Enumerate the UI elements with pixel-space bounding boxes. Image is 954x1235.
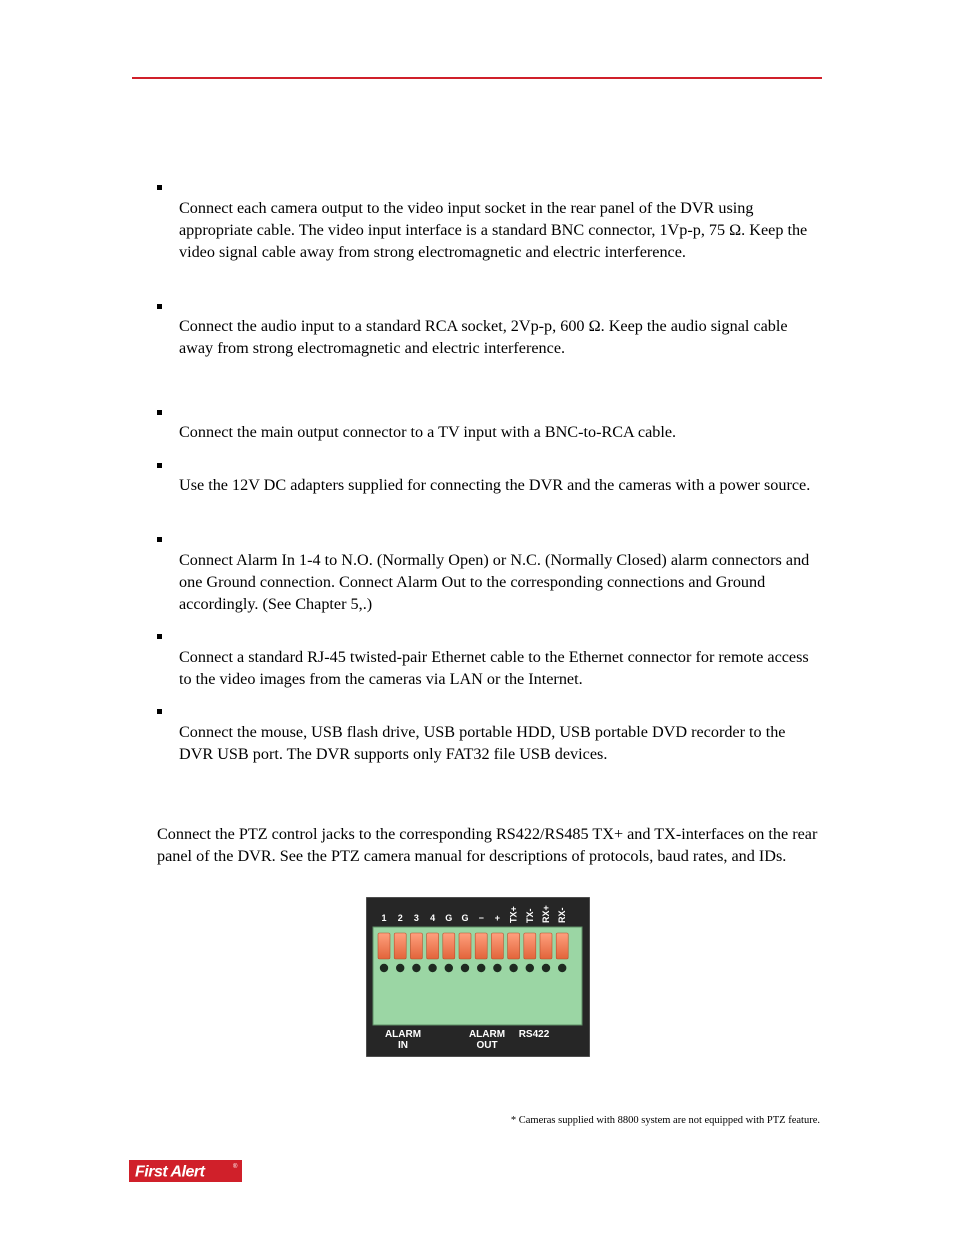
terminal-release-tab — [556, 933, 568, 959]
ptz-paragraph: Connect the PTZ control jacks to the corresponding RS422/RS485 TX+ and TX-interfaces on the rear panel of the DVR. See the PTZ camera manual for descriptions of protocols, baud rates, and IDs. — [157, 825, 818, 865]
terminal-label: G — [445, 913, 453, 923]
bullet-marker — [157, 304, 162, 309]
terminal-wire-hole — [396, 964, 404, 972]
alarm-out-label-2: OUT — [476, 1040, 498, 1051]
video-input-paragraph: Connect each camera output to the video input socket in the rear panel of the DVR using appropriate cable. The video input interface is a standard BNC connector, 1Vp-p, 75 Ω. Keep the video signal cable away from strong electromagnetic and electric interference. — [179, 199, 808, 261]
registered-mark: ® — [233, 1164, 238, 1170]
terminal-release-tab — [459, 933, 471, 959]
terminal-label-rotated: TX- — [524, 908, 535, 923]
bullet-marker — [157, 463, 162, 468]
terminal-label: 1 — [381, 913, 387, 923]
bullet-marker — [157, 185, 162, 190]
terminal-wire-hole — [558, 964, 566, 972]
terminal-label: 3 — [413, 913, 419, 923]
rs422-label: RS422 — [518, 1029, 550, 1040]
alarm-paragraph — [179, 549, 819, 615]
terminal-wire-hole — [526, 964, 534, 972]
bullet-marker — [157, 410, 162, 415]
terminal-label: − — [478, 913, 484, 923]
terminal-release-tab — [394, 933, 406, 959]
terminal-release-tab — [508, 933, 520, 959]
terminal-label: 4 — [430, 913, 436, 923]
power-paragraph: Use the 12V DC adapters supplied for connecting the DVR and the cameras with a power source. — [179, 476, 811, 494]
bullet-marker — [157, 634, 162, 639]
header-rule — [132, 77, 822, 79]
alarm-text-end: .) — [362, 595, 373, 613]
terminal-wire-hole — [493, 964, 501, 972]
terminal-wire-hole — [380, 964, 388, 972]
footnote: * Cameras supplied with 8800 system are not equipped with PTZ feature. — [510, 1115, 820, 1126]
logo-text: First Alert — [135, 1163, 205, 1181]
ethernet-paragraph: Connect a standard RJ-45 twisted-pair Ethernet cable to the Ethernet connector for remote access to the video images from the cameras via LAN or the Internet. — [179, 648, 809, 688]
terminal-wire-hole — [509, 964, 517, 972]
audio-input-paragraph: Connect the audio input to a standard RCA socket, 2Vp-p, 600 Ω. Keep the audio signal cable away from strong electromagnetic and electric interference. — [179, 317, 788, 357]
bullet-marker — [157, 537, 162, 542]
terminal-wire-hole — [542, 964, 550, 972]
terminal-release-tab — [410, 933, 422, 959]
terminal-release-tab — [524, 933, 536, 959]
terminal-label-rotated: TX+ — [508, 906, 519, 923]
terminal-release-tab — [378, 933, 390, 959]
terminal-wire-hole — [428, 964, 436, 972]
terminal-release-tab — [427, 933, 439, 959]
terminal-wire-hole — [477, 964, 485, 972]
bullet-marker — [157, 709, 162, 714]
terminal-wire-hole — [445, 964, 453, 972]
rear-panel-terminal-image — [366, 897, 590, 1057]
terminal-release-tab — [475, 933, 487, 959]
main-output-paragraph: Connect the main output connector to a TV input with a BNC-to-RCA cable. — [179, 423, 677, 441]
first-alert-logo — [129, 1160, 242, 1182]
alarm-text: Connect Alarm In 1-4 to N.O. (Normally Open) or N.C. (Normally Closed) alarm connectors and one Ground connection. Connect Alarm Out to the corresponding connections and Ground accordingly. (See Chapter 5, — [179, 551, 810, 613]
alarm-in-label-1: ALARM — [384, 1029, 422, 1040]
terminal-release-tab — [540, 933, 552, 959]
terminal-label-rotated: RX+ — [541, 905, 551, 923]
terminal-release-tab — [443, 933, 455, 959]
usb-paragraph: Connect the mouse, USB flash drive, USB portable HDD, USB portable DVD recorder to the DVR USB port. The DVR supports only FAT32 file USB devices. — [179, 723, 786, 763]
terminal-label: G — [461, 913, 469, 923]
alarm-in-label-2: IN — [398, 1040, 408, 1051]
alarm-out-label-1: ALARM — [468, 1029, 506, 1040]
terminal-label: + — [494, 913, 501, 923]
terminal-wire-hole — [461, 964, 469, 972]
terminal-release-tab — [491, 933, 503, 959]
terminal-label: 2 — [397, 913, 403, 923]
terminal-wire-hole — [412, 964, 420, 972]
terminal-label-rotated: RX- — [557, 907, 568, 923]
